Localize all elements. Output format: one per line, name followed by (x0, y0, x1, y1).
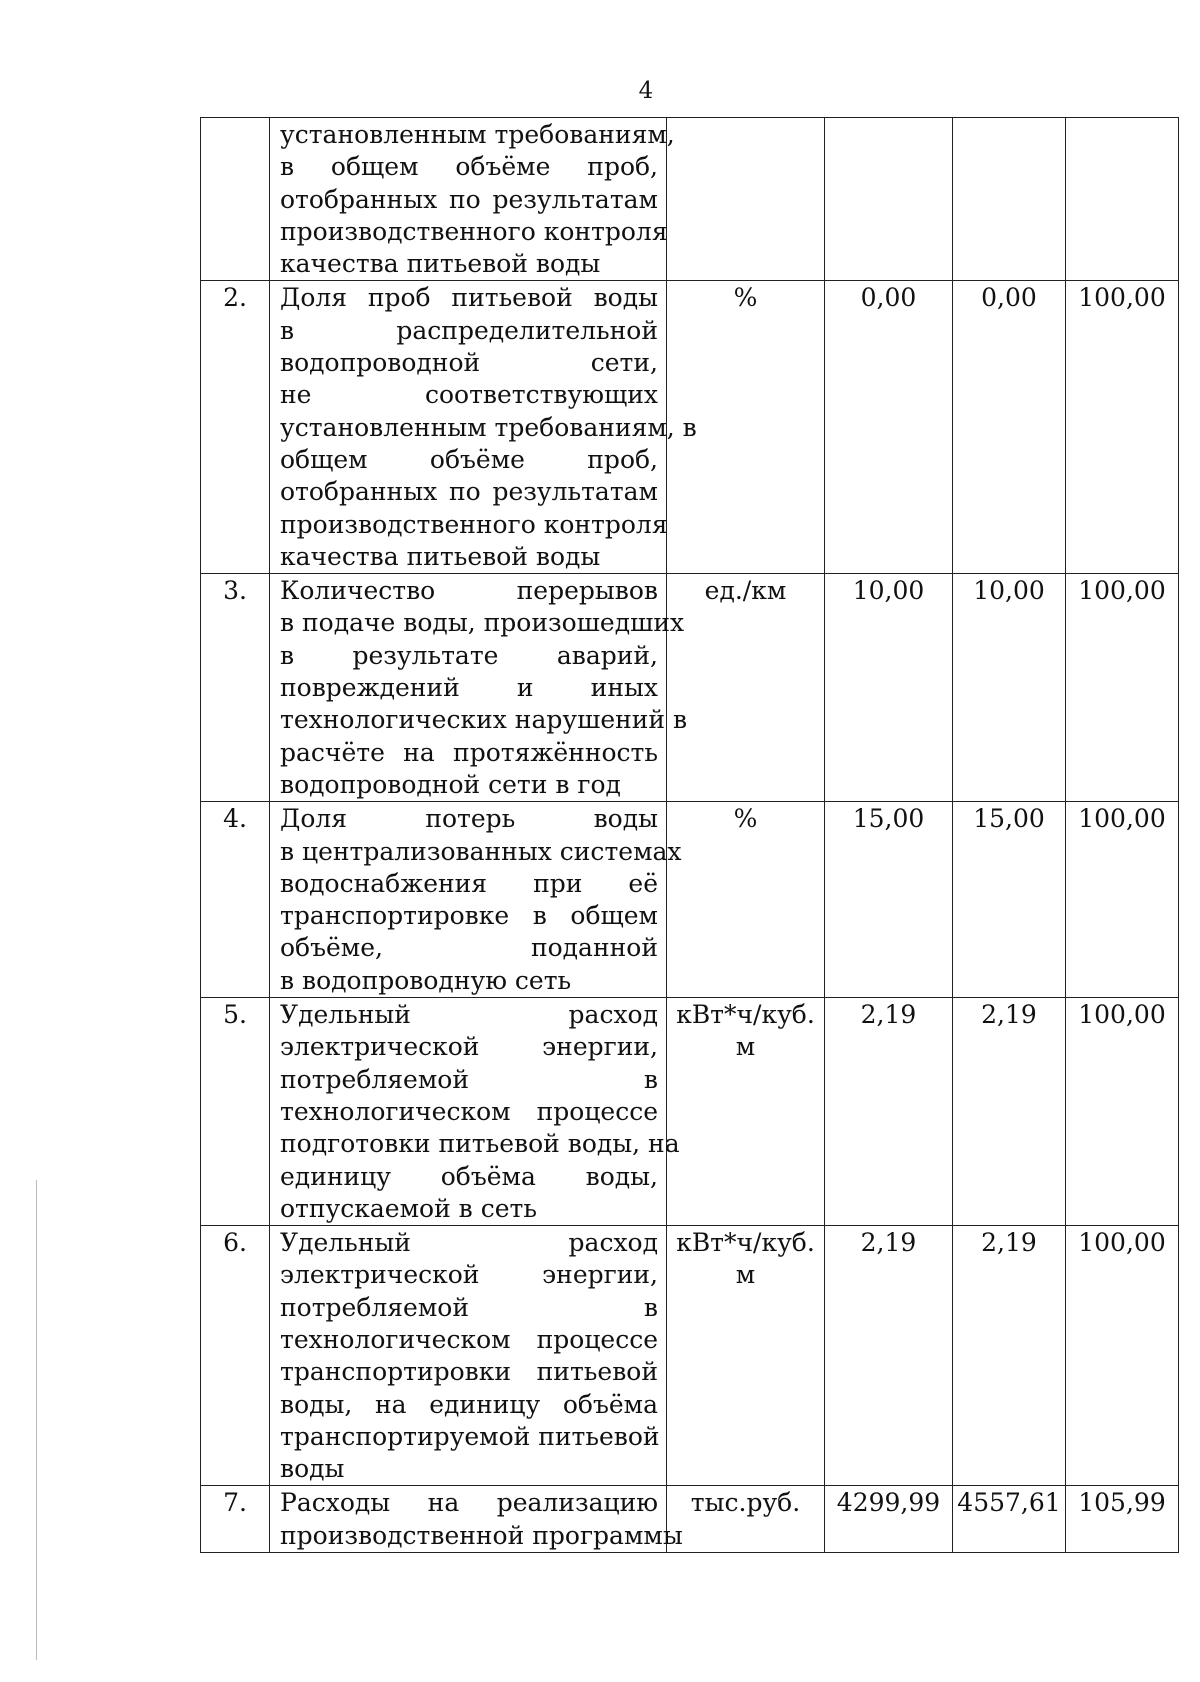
indicator-description-cell (270, 281, 697, 574)
actual-value-cell: 2,19 (953, 998, 1066, 1226)
description-line: воды, на единицу объёма (280, 1389, 658, 1419)
description-line: Доля потерь воды (280, 804, 658, 834)
row-number-cell: 7. (201, 1486, 270, 1553)
actual-value-cell: 15,00 (953, 802, 1066, 998)
description-line: в распределительной (280, 315, 658, 345)
description-line: не соответствующих (280, 380, 658, 410)
unit-cell: ед./км (667, 574, 825, 802)
indicator-description-cell (270, 118, 675, 281)
unit-cell: % (667, 281, 825, 574)
description-line: технологических нарушений в (280, 705, 688, 735)
unit-cell (667, 118, 825, 281)
row-number-cell: 5. (201, 998, 270, 1226)
actual-value-cell: 4557,61 (953, 1486, 1066, 1553)
description-line: установленным требованиям, в (280, 412, 697, 442)
planned-value-cell (825, 118, 953, 281)
indicator-description-cell (270, 998, 680, 1226)
description-line: отобранных по результатам (280, 477, 658, 507)
description-line: транспортировки питьевой (280, 1357, 658, 1387)
description-line: технологическом процессе (280, 1096, 658, 1126)
description-line: отобранных по результатам (280, 184, 658, 214)
table-row (201, 1226, 1179, 1486)
description-line: в результате аварий, (280, 640, 658, 670)
description-line: потребляемой в (280, 1064, 658, 1094)
indicator-description-cell (270, 574, 688, 802)
description-line: расчёте на протяжённость (280, 737, 658, 767)
row-number-cell (201, 118, 270, 281)
description-line: потребляемой в (280, 1292, 658, 1322)
table-row (201, 118, 1179, 281)
description-line: в общем объёме проб, (280, 152, 658, 182)
unit-cell: кВт*ч/куб. м (667, 1226, 825, 1486)
row-number-cell: 2. (201, 281, 270, 574)
percent-completion-cell (1066, 118, 1179, 281)
description-line: повреждений и иных (280, 673, 658, 703)
description-line: общем объёме проб, (280, 444, 658, 474)
description-line: подготовки питьевой воды, на (280, 1129, 680, 1159)
description-line: Расходы на реализацию (280, 1488, 658, 1518)
indicators-table-body (201, 118, 1179, 1553)
row-number-cell: 3. (201, 574, 270, 802)
planned-value-cell: 2,19 (825, 1226, 953, 1486)
description-line: качества питьевой воды (280, 541, 601, 571)
unit-cell: % (667, 802, 825, 998)
table-row (201, 281, 1179, 574)
table-row (201, 802, 1179, 998)
table-row (201, 574, 1179, 802)
actual-value-cell: 0,00 (953, 281, 1066, 574)
indicator-description-cell (270, 1486, 683, 1553)
planned-value-cell: 10,00 (825, 574, 953, 802)
actual-value-cell (953, 118, 1066, 281)
description-line: объёме, поданной (280, 933, 658, 963)
description-line: воды (280, 1454, 345, 1484)
row-number-cell: 6. (201, 1226, 270, 1486)
description-line: Удельный расход (280, 1000, 658, 1030)
percent-completion-cell: 100,00 (1066, 574, 1179, 802)
description-line: качества питьевой воды (280, 249, 601, 279)
description-line: водопроводной сети в год (280, 769, 621, 799)
description-line: электрической энергии, (280, 1260, 658, 1290)
indicator-description-cell (270, 802, 682, 998)
actual-value-cell: 10,00 (953, 574, 1066, 802)
unit-cell: тыс.руб. (667, 1486, 825, 1553)
indicator-description-cell (270, 1226, 667, 1486)
description-line: водопроводной сети, (280, 348, 658, 378)
percent-completion-cell: 100,00 (1066, 281, 1179, 574)
description-line: транспортировке в общем (280, 901, 658, 931)
description-line: производственного контроля (280, 216, 668, 246)
description-line: в водопроводную сеть (280, 965, 572, 995)
description-line: Удельный расход (280, 1228, 658, 1258)
percent-completion-cell: 105,99 (1066, 1486, 1179, 1553)
table-row (201, 1486, 1179, 1553)
description-line: производственного контроля (280, 509, 668, 539)
description-line: Доля проб питьевой воды (280, 283, 658, 313)
planned-value-cell: 0,00 (825, 281, 953, 574)
description-line: производственной программы (280, 1520, 683, 1550)
row-number-cell: 4. (201, 802, 270, 998)
table-row (201, 998, 1179, 1226)
description-line: Количество перерывов (280, 576, 658, 606)
description-line: технологическом процессе (280, 1324, 658, 1354)
planned-value-cell: 4299,99 (825, 1486, 953, 1553)
description-line: электрической энергии, (280, 1032, 658, 1062)
description-line: транспортируемой питьевой (280, 1421, 660, 1451)
page-number: 4 (638, 78, 654, 104)
description-line: в подаче воды, произошедших (280, 608, 685, 638)
actual-value-cell: 2,19 (953, 1226, 1066, 1486)
percent-completion-cell: 100,00 (1066, 802, 1179, 998)
planned-value-cell: 15,00 (825, 802, 953, 998)
description-line: водоснабжения при её (280, 868, 658, 898)
percent-completion-cell: 100,00 (1066, 998, 1179, 1226)
description-line: отпускаемой в сеть (280, 1193, 537, 1223)
scan-edge-line (36, 1180, 37, 1660)
unit-cell: кВт*ч/куб. м (667, 998, 825, 1226)
description-line: установленным требованиям, (280, 120, 675, 149)
planned-value-cell: 2,19 (825, 998, 953, 1226)
description-line: в централизованных системах (280, 836, 682, 866)
percent-completion-cell: 100,00 (1066, 1226, 1179, 1486)
indicators-table (200, 117, 1179, 1553)
description-line: единицу объёма воды, (280, 1161, 658, 1191)
